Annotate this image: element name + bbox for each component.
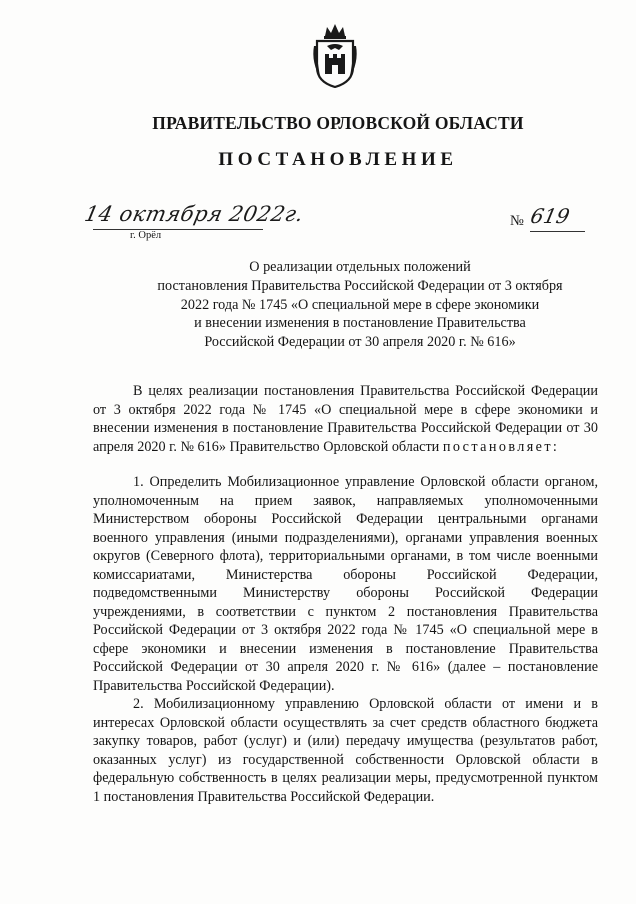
document-body xyxy=(93,382,598,806)
item-1-paragraph: 1. Определить Мобилизационное управление Орловской области органом, уполномоченным на прием заявок, направляемых уполномоченными Министерством обороны Российской Федерации центральными органами военного управления (иными подразделениями), органами управления военных округов (Северного флота), территориальными органами, в том числе военными комиссариатами, Министерства обороны Российской Федерации, подведомственными Министерству обороны Российской Федерации учреждениями, в соответствии с пунктом 2 постановления Правительства Российской Федерации от 3 октября 2022 года № 1745 «О специальной мере в сфере экономики и внесении изменения в постановление Правительства Российской Федерации от 30 апреля 2020 г. № 616» (далее – постановление Правительства Российской Федерации). xyxy=(93,474,598,694)
subject-line: 2022 года № 1745 «О специальной мере в сфере экономики xyxy=(180,296,540,313)
handwritten-number: 619 xyxy=(528,204,572,228)
number-label: № xyxy=(510,213,524,229)
document-type: ПОСТАНОВЛЕНИЕ xyxy=(218,149,458,170)
subject-line: О реализации отдельных положений xyxy=(249,259,471,275)
preamble-paragraph xyxy=(93,382,598,456)
subject-line: и внесении изменения в постановление Правительства xyxy=(194,315,526,332)
subject-line: постановления Правительства Российской Федерации от 3 октября xyxy=(157,277,563,294)
subject-line: Российской Федерации от 30 апреля 2020 г. № 616» xyxy=(204,334,516,351)
coat-of-arms-emblem xyxy=(311,22,359,88)
preamble-text: В целях реализации постановления Правительства Российской Федерации от 3 октября 2022 года № 1745 «О специальной мере в сфере экономики и внесении изменения в постановление Правительства Российской Федерации от 30 апреля 2020 г. № 616» Правительство Орловской области xyxy=(93,383,598,455)
handwritten-date: 14 октября 2022г. xyxy=(82,202,307,226)
document-subject xyxy=(100,258,620,352)
preamble-verb: постановляет: xyxy=(442,438,560,455)
city-label: г. Орёл xyxy=(130,230,162,241)
number-underline xyxy=(530,231,585,232)
government-title: ПРАВИТЕЛЬСТВО ОРЛОВСКОЙ ОБЛАСТИ xyxy=(152,113,524,133)
item-2-paragraph: 2. Мобилизационному управлению Орловской области от имени и в интересах Орловской области осуществлять за счет средств областного бюджета закупку товаров, работ (услуг) и (или) передачу имущества (результатов работ, оказанных услуг) из государственной собственности Орловской области в федеральную собственность в целях реализации меры, предусмотренной пунктом 1 постановления Правительства Российской Федерации. xyxy=(93,696,598,805)
date-underline xyxy=(93,229,263,230)
